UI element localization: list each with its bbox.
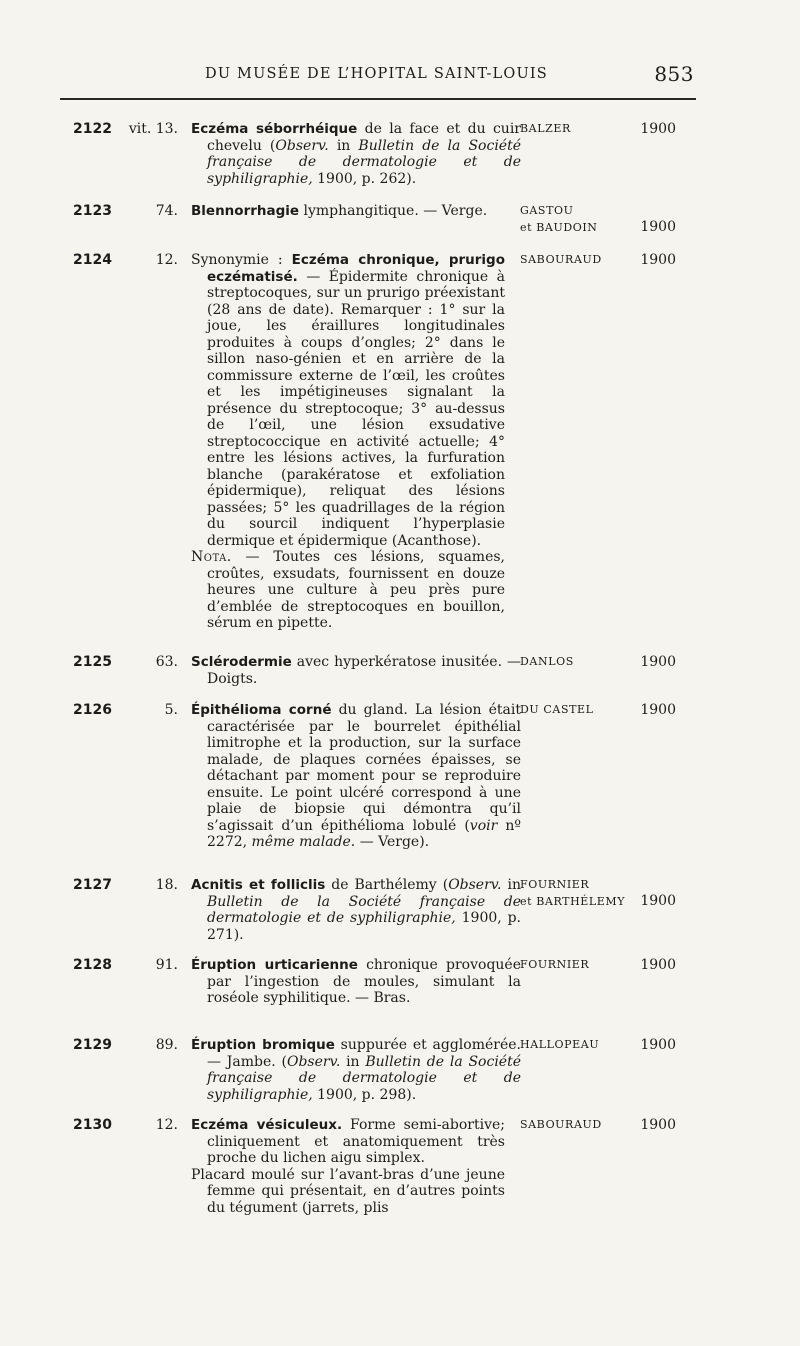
entry-number: 2126 [73, 702, 112, 718]
header-rule [60, 98, 696, 100]
entry-year: 1900 [640, 121, 676, 137]
running-title: DU MUSÉE DE L’HOPITAL SAINT-LOUIS [205, 66, 548, 82]
entry-title: Blennorrhagie [191, 203, 300, 219]
entry-description: Eczéma vésiculeux. Forme semi-abortive; cliniquement et anatomiquement très proche du lichen aigu simplex. Placard moulé sur l’avant-bras d’une jeune femme qui présentait, en d’autres points du tégument (jarrets, plis [191, 1117, 505, 1216]
entry-author: HALLOPEAU [520, 1038, 600, 1051]
entry-description: Eczéma séborrhéique de la face et du cuir chevelu (Observ. in Bulletin de la Société française de dermatologie et de syphiligraphie, 1900, p. 262). [191, 121, 521, 187]
entry-description: Éruption bromique suppurée et agglomérée. — Jambe. (Observ. in Bulletin de la Société française de dermatologie et de syphiligraphie, 1900, p. 298). [191, 1037, 521, 1103]
entry-number: 2122 [73, 121, 112, 137]
entry-year: 1900 [640, 1037, 676, 1053]
entry-number: 2124 [73, 252, 112, 268]
entry-year: 1900 [640, 654, 676, 670]
entry-year: 1900 [640, 702, 676, 718]
entry-volume: 5. [164, 702, 178, 718]
entry-title: Eczéma séborrhéique [191, 121, 358, 137]
entry-title: Eczéma vésiculeux. [191, 1117, 343, 1133]
entry-volume: 63. [155, 654, 178, 670]
entry-volume: 12. [155, 1117, 178, 1133]
entry-title: Épithélioma corné [191, 702, 332, 718]
entry-year: 1900 [640, 893, 676, 909]
entry-description: Synonymie : Eczéma chronique, prurigo eczématisé. — Épidermite chronique à streptocoques, sur un prurigo préexistant (28 ans de date). Remarquer : 1° sur la joue, les éraillures longitudinales produites à coups d’ongles; 2° dans le sillon naso-génien et en arrière de la commissure externe de l’œil, les croûtes et les impétigineuses signalant la présence du streptocoque; 3° au-dessus de l’œil, une lésion exsudative streptococcique en activité actuelle; 4° entre les lésions actives, la furfuration blanche (parakératose et exfoliation épidermique), reliquat des lésions passées; 5° les quadrillages de la région du sourcil indiquent l’hyperplasie dermique et épidermique (Acanthose). Nota. — Toutes ces lésions, squames, croûtes, exsudats, fournissent en douze heures une culture à peu près pure d’emblée de streptocoques en bouillon, sérum en pipette. [191, 252, 505, 631]
entry-number: 2128 [73, 957, 112, 973]
entry-number: 2129 [73, 1037, 112, 1053]
entry-author: DU CASTEL [520, 703, 594, 716]
entry-number: 2125 [73, 654, 112, 670]
page-number: 853 [654, 62, 694, 86]
entry-number: 2123 [73, 203, 112, 219]
entry-title: Acnitis et folliclis [191, 877, 326, 893]
entry-year: 1900 [640, 957, 676, 973]
entry-number: 2130 [73, 1117, 112, 1133]
entry-year: 1900 [640, 252, 676, 268]
entry-description: Sclérodermie avec hyperkératose inusitée. — Doigts. [191, 654, 521, 687]
entry-author: FOURNIER et BARTHÉLEMY [520, 878, 626, 908]
entry-title: Éruption urticarienne [191, 957, 358, 973]
entry-author: SABOURAUD [520, 253, 602, 266]
entry-volume: vit. 13. [128, 121, 178, 137]
page-header [60, 60, 696, 92]
entry-title: Sclérodermie [191, 654, 292, 670]
entry-volume: 74. [155, 203, 178, 219]
entry-volume: 12. [155, 252, 178, 268]
entry-description: Acnitis et folliclis de Barthélemy (Observ. in Bulletin de la Société française de dermatologie et de syphiligraphie, 1900, p. 271). [191, 877, 521, 943]
entry-description: Éruption urticarienne chronique provoquée par l’ingestion de moules, simulant la roséole syphilitique. — Bras. [191, 957, 522, 1006]
entry-description: Épithélioma corné du gland. La lésion était caractérisée par le bourrelet épithélial limitrophe et la production, sur la surface malade, de plaques cornées épaisses, se détachant par moment pour se reproduire ensuite. Le point ulcéré correspond à une plaie de biopsie qui démontra qu’il s’agissait d’un épithélioma lobulé (voir nº 2272, même malade. — Verge). [191, 702, 521, 850]
entry-volume: 89. [155, 1037, 178, 1053]
entry-number: 2127 [73, 877, 112, 893]
nota-label: Nota. [191, 549, 232, 565]
entry-author: FOURNIER [520, 958, 590, 971]
entry-volume: 91. [155, 957, 178, 973]
entry-author: DANLOS [520, 655, 574, 668]
entry-description: Blennorrhagie lymphangitique. — Verge. [191, 203, 488, 219]
entry-author: SABOURAUD [520, 1118, 602, 1131]
entry-title: Éruption bromique [191, 1037, 335, 1053]
entry-volume: 18. [155, 877, 178, 893]
entry-title: Eczéma chronique, prurigo eczématisé. [207, 252, 505, 285]
entry-author: BALZER [520, 122, 571, 135]
entry-year: 1900 [640, 219, 676, 235]
entry-author: GASTOU et BAUDOIN [520, 204, 598, 234]
entry-year: 1900 [640, 1117, 676, 1133]
